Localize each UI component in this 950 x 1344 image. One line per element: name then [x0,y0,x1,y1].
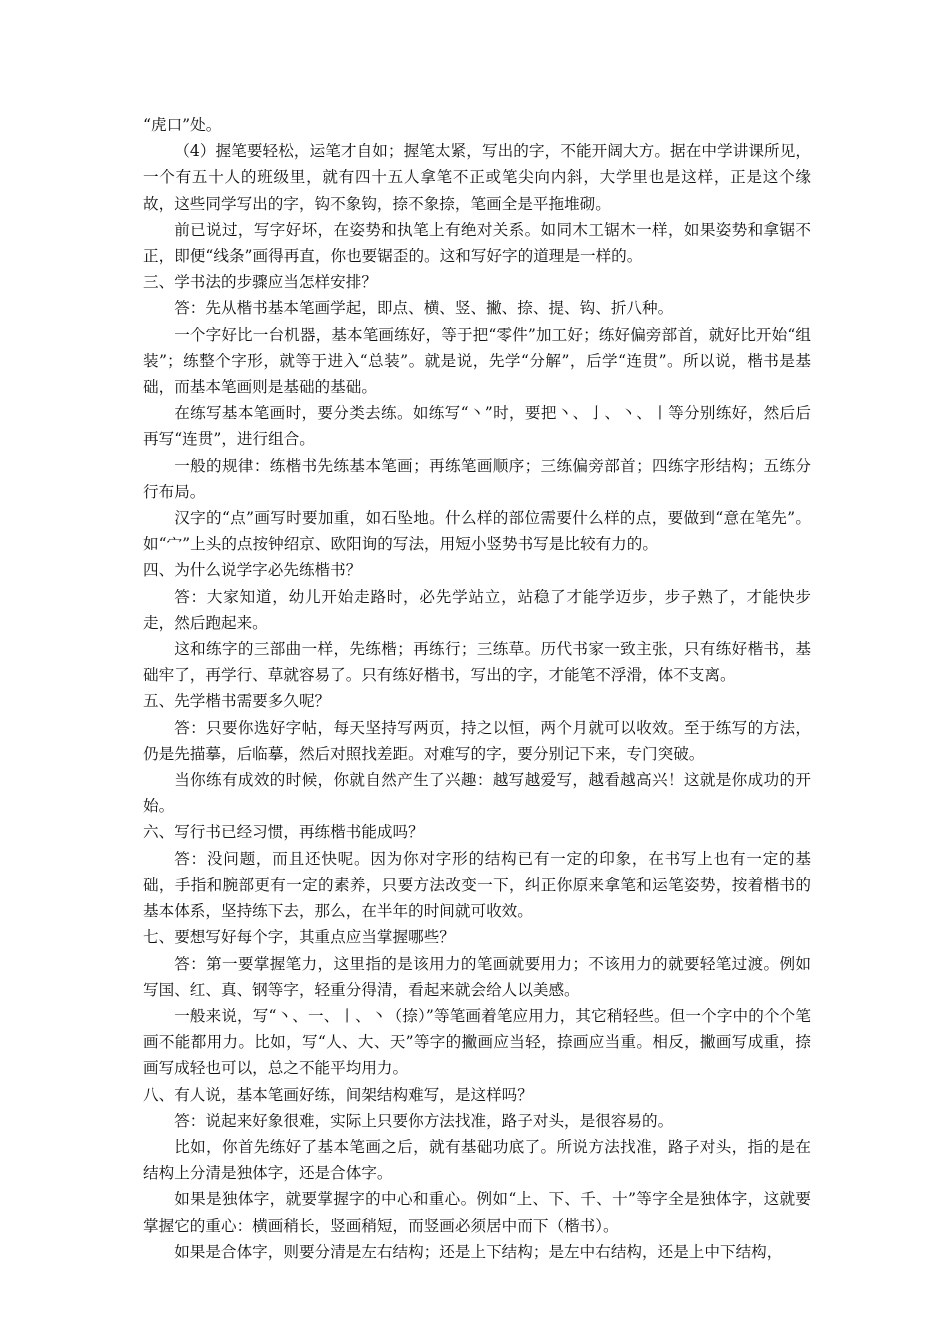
paragraph: 答：没问题，而且还快呢。因为你对字形的结构已有一定的印象，在书写上也有一定的基础，手指和腕部更有一定的素养，只要方法改变一下，纠正你原来拿笔和运笔姿势，按着楷书的基本体系，坚持练下去，那么，在半年的时间就可收效。 [143,849,811,921]
paragraph: （4）握笔要轻松，运笔才自如；握笔太紧，写出的字，不能开阔大方。据在中学讲课所见，一个有五十人的班级里，就有四十五人拿笔不正或笔尖向内斜，大学里也是这样，正是这个缘故，这些同学写出的字，钩不象钩，捺不象捺，笔画全是平拖堆砌。 [143,142,811,213]
paragraph: 这和练字的三部曲一样，先练楷；再练行；三练草。历代书家一致主张，只有练好楷书，基础牢了，再学行、草就容易了。只有练好楷书，写出的字，才能笔不浮滑，体不支离。 [143,640,811,685]
section-heading: 四、为什么说学字必先练楷书？ [143,561,362,580]
paragraph: “虎口”处。 [143,116,222,134]
section-heading: 七、要想写好每个字，其重点应当掌握哪些？ [143,928,455,947]
paragraph: 一般的规律：练楷书先练基本笔画；再练笔画顺序；三练偏旁部首；四练字形结构；五练分行布局。 [143,456,811,501]
paragraph: 答：只要你选好字帖，每天坚持写两页，持之以恒，两个月就可以收效。至于练写的方法，仍是先描摹，后临摹，然后对照找差距。对难写的字，要分别记下来，专门突破。 [143,718,811,763]
paragraph: 前已说过，写字好坏，在姿势和执笔上有绝对关系。如同木工锯木一样，如果姿势和拿锯不正，即便“线条”画得再直，你也要锯歪的。这和写好字的道理是一样的。 [143,220,811,266]
paragraph: 一个字好比一台机器，基本笔画练好，等于把“零件”加工好；练好偏旁部首，就好比开始“组装”；练整个字形，就等于进入“总装”。就是说，先学“分解”，后学“连贯”。所以说，楷书是基础，而基本笔画则是基础的基础。 [143,325,811,397]
paragraph: 当你练有成效的时候，你就自然产生了兴趣：越写越爱写，越看越高兴！这就是你成功的开始。 [143,771,811,816]
section-heading: 八、有人说，基本笔画好练，间架结构难写，是这样吗？ [143,1085,533,1104]
paragraph: 答：先从楷书基本笔画学起，即点、横、竖、撇、捺、提、钩、折八种。 [174,299,674,318]
paragraph: 如果是合体字，则要分清是左右结构；还是上下结构；是左中右结构，还是上中下结构， [174,1242,783,1261]
section-heading: 三、学书法的步骤应当怎样安排？ [143,273,377,292]
section-heading: 五、先学楷书需要多久呢？ [143,692,331,711]
paragraph: 一般来说，写“丶、一、丨、丶（捺）”等笔画着笔应用力，其它稍轻些。但一个字中的个个笔画不能都用力。比如，写“人、大、天”等字的撇画应当轻，捺画应当重。相反，撇画写成重，捺画写成轻也可以，总之不能平均用力。 [143,1006,811,1078]
paragraph: 比如，你首先练好了基本笔画之后，就有基础功底了。所说方法找准，路子对头，指的是在结构上分清是独体字，还是合体字。 [143,1137,811,1183]
paragraph: 如果是独体字，就要掌握字的中心和重心。例如“上、下、千、十”等字全是独体字，这就要掌握它的重心：横画稍长，竖画稍短，而竖画必须居中而下（楷书）。 [143,1190,811,1235]
paragraph: 汉字的“点”画写时要加重，如石坠地。什么样的部位需要什么样的点，要做到“意在笔先”。如“宀”上头的点按钟绍京、欧阳询的写法，用短小竖势书写是比较有力的。 [143,509,811,554]
document-page [143,112,811,1265]
paragraph: 答：第一要掌握笔力，这里指的是该用力的笔画就要用力；不该用力的就要轻笔过渡。例如写国、红、真、钢等字，轻重分得清，看起来就会给人以美感。 [143,954,811,999]
paragraph: 答：大家知道，幼儿开始走路时，必先学站立，站稳了才能学迈步，步子熟了，才能快步走，然后跑起来。 [143,587,811,632]
paragraph: 答：说起来好象很难，实际上只要你方法找准，路子对头，是很容易的。 [174,1111,674,1130]
paragraph: 在练写基本笔画时，要分类去练。如练写“丶”时，要把丶、亅、丶、丨等分别练好，然后后再写“连贯”，进行组合。 [143,404,811,449]
section-heading: 六、写行书已经习惯，再练楷书能成吗？ [143,823,424,842]
